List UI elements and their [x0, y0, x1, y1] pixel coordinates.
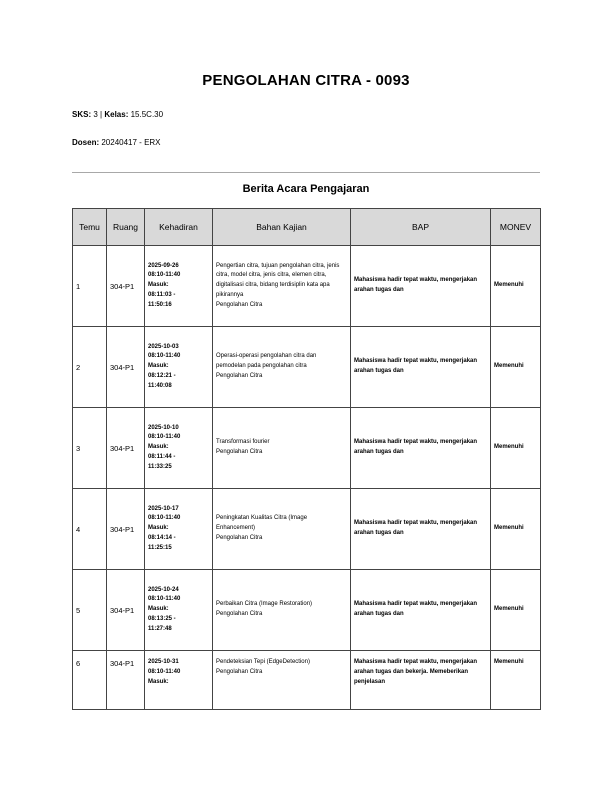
cell-bahan-kajian [213, 489, 351, 570]
dosen-value: 20240417 - ERX [101, 138, 161, 147]
sks-label: SKS: [72, 110, 92, 119]
bahan-topic: Perbaikan Citra (Image Restoration) [216, 601, 313, 608]
dosen-line [72, 138, 161, 147]
table-row [73, 489, 541, 570]
cell-temu: 1 [73, 246, 107, 327]
table-row [73, 246, 541, 327]
table-header-row [73, 209, 541, 246]
kehadiran-line: 08:13:25 - [148, 615, 176, 622]
kehadiran-line: 08:11:44 - [148, 453, 176, 460]
column-header-monev: MONEV [491, 209, 541, 246]
cell-monev: Memenuhi [491, 489, 541, 570]
kehadiran-line: Masuk: [148, 363, 169, 370]
bahan-course: Pengolahan Citra [216, 668, 263, 675]
cell-bap: Mahasiswa hadir tepat waktu, mengerjakan arahan tugas dan [351, 489, 491, 570]
cell-monev: Memenuhi [491, 570, 541, 651]
cell-kehadiran [145, 327, 213, 408]
kehadiran-line: 08:11:03 - [148, 291, 176, 298]
bahan-course: Pengolahan Citra [216, 372, 263, 379]
kehadiran-line: 11:40:08 [148, 382, 172, 389]
cell-bap: Mahasiswa hadir tepat waktu, mengerjakan arahan tugas dan [351, 246, 491, 327]
column-header-bahan-kajian: Bahan Kajian [213, 209, 351, 246]
column-header-ruang: Ruang [107, 209, 145, 246]
cell-temu: 3 [73, 408, 107, 489]
cell-bahan-kajian [213, 327, 351, 408]
cell-bahan-kajian [213, 651, 351, 710]
kehadiran-line: Masuk: [148, 444, 169, 451]
kehadiran-line: Masuk: [148, 678, 169, 685]
dosen-label: Dosen: [72, 138, 100, 147]
kehadiran-line: 08:10-11:40 [148, 434, 181, 441]
table-row [73, 327, 541, 408]
bahan-topic: Peningkatan Kualitas Citra (Image Enhancement) [216, 515, 308, 532]
kehadiran-line: 08:10-11:40 [148, 272, 181, 279]
cell-kehadiran [145, 489, 213, 570]
cell-monev: Memenuhi [491, 327, 541, 408]
table-row [73, 408, 541, 489]
cell-ruang: 304-P1 [107, 327, 145, 408]
cell-temu: 6 [73, 651, 107, 710]
cell-ruang: 304-P1 [107, 408, 145, 489]
cell-temu: 4 [73, 489, 107, 570]
kehadiran-line: 11:27:48 [148, 625, 172, 632]
kehadiran-line: 08:10-11:40 [148, 596, 181, 603]
cell-bap: Mahasiswa hadir tepat waktu, mengerjakan arahan tugas dan [351, 327, 491, 408]
kehadiran-line: 08:10-11:40 [148, 515, 181, 522]
bahan-course: Pengolahan Citra [216, 534, 263, 541]
kehadiran-line: 2025-09-26 [148, 262, 179, 269]
separator: | [100, 110, 103, 119]
bahan-course: Pengolahan Citra [216, 611, 263, 617]
table-row [73, 651, 541, 710]
bahan-course: Pengolahan Citra [216, 301, 263, 308]
kehadiran-line: 2025-10-03 [148, 343, 179, 350]
cell-bahan-kajian [213, 246, 351, 327]
sks-kelas-line [72, 110, 163, 119]
cell-bahan-kajian [213, 570, 351, 651]
cell-monev: Memenuhi [491, 246, 541, 327]
kehadiran-line: Masuk: [148, 282, 169, 289]
bahan-topic: Pendeteksian Tepi (EdgeDetection) [216, 659, 310, 665]
sks-value: 3 [93, 110, 98, 119]
cell-ruang: 304-P1 [107, 489, 145, 570]
bap-table [72, 208, 541, 710]
kelas-label: Kelas: [104, 110, 129, 119]
bahan-topic: Transformasi fourier [216, 439, 270, 446]
cell-ruang: 304-P1 [107, 246, 145, 327]
section-title: Berita Acara Pengajaran [242, 183, 370, 195]
cell-kehadiran [145, 651, 213, 710]
kehadiran-line: Masuk: [148, 525, 169, 532]
table-row [73, 570, 541, 651]
kehadiran-line: 08:10-11:40 [148, 668, 181, 675]
cell-bap: Mahasiswa hadir tepat waktu, mengerjakan arahan tugas dan [351, 408, 491, 489]
bahan-topic: Pengertian citra, tujuan pengolahan citra, jenis citra, model citra, jenis citra, elemen citra, digitalisasi citra, bidang terdisiplin kata apa pikirannya [216, 262, 340, 298]
cell-kehadiran [145, 570, 213, 651]
kehadiran-line: 08:12:21 - [148, 372, 176, 379]
cell-temu: 5 [73, 570, 107, 651]
cell-bahan-kajian [213, 408, 351, 489]
cell-bap: Mahasiswa hadir tepat waktu, mengerjakan arahan tugas dan bekerja. Memeberikan penjelasan [351, 651, 491, 710]
cell-ruang: 304-P1 [107, 570, 145, 651]
bahan-course: Pengolahan Citra [216, 449, 263, 455]
kelas-value: 15.5C.30 [130, 110, 164, 119]
kehadiran-line: Masuk: [148, 606, 169, 613]
cell-bap: Mahasiswa hadir tepat waktu, mengerjakan arahan tugas dan [351, 570, 491, 651]
kehadiran-line: 2025-10-24 [148, 586, 179, 593]
header-divider [72, 172, 540, 173]
kehadiran-line: 11:50:16 [148, 301, 172, 308]
kehadiran-line: 11:33:25 [148, 463, 172, 470]
cell-kehadiran [145, 408, 213, 489]
kehadiran-line: 2025-10-10 [148, 424, 179, 431]
column-header-kehadiran: Kehadiran [145, 209, 213, 246]
kehadiran-line: 2025-10-31 [148, 659, 179, 665]
cell-monev: Memenuhi [491, 651, 541, 710]
kehadiran-line: 08:14:14 - [148, 534, 176, 541]
cell-ruang: 304-P1 [107, 651, 145, 710]
bahan-topic: Operasi-operasi pengolahan citra dan pemodelan pada pengolahan citra [216, 353, 317, 370]
cell-kehadiran [145, 246, 213, 327]
cell-monev: Memenuhi [491, 408, 541, 489]
column-header-temu: Temu [73, 209, 107, 246]
page-title: PENGOLAHAN CITRA - 0093 [202, 72, 410, 89]
kehadiran-line: 08:10-11:40 [148, 353, 181, 360]
cell-temu: 2 [73, 327, 107, 408]
kehadiran-line: 11:25:15 [148, 544, 172, 551]
kehadiran-line: 2025-10-17 [148, 505, 179, 512]
column-header-bap: BAP [351, 209, 491, 246]
